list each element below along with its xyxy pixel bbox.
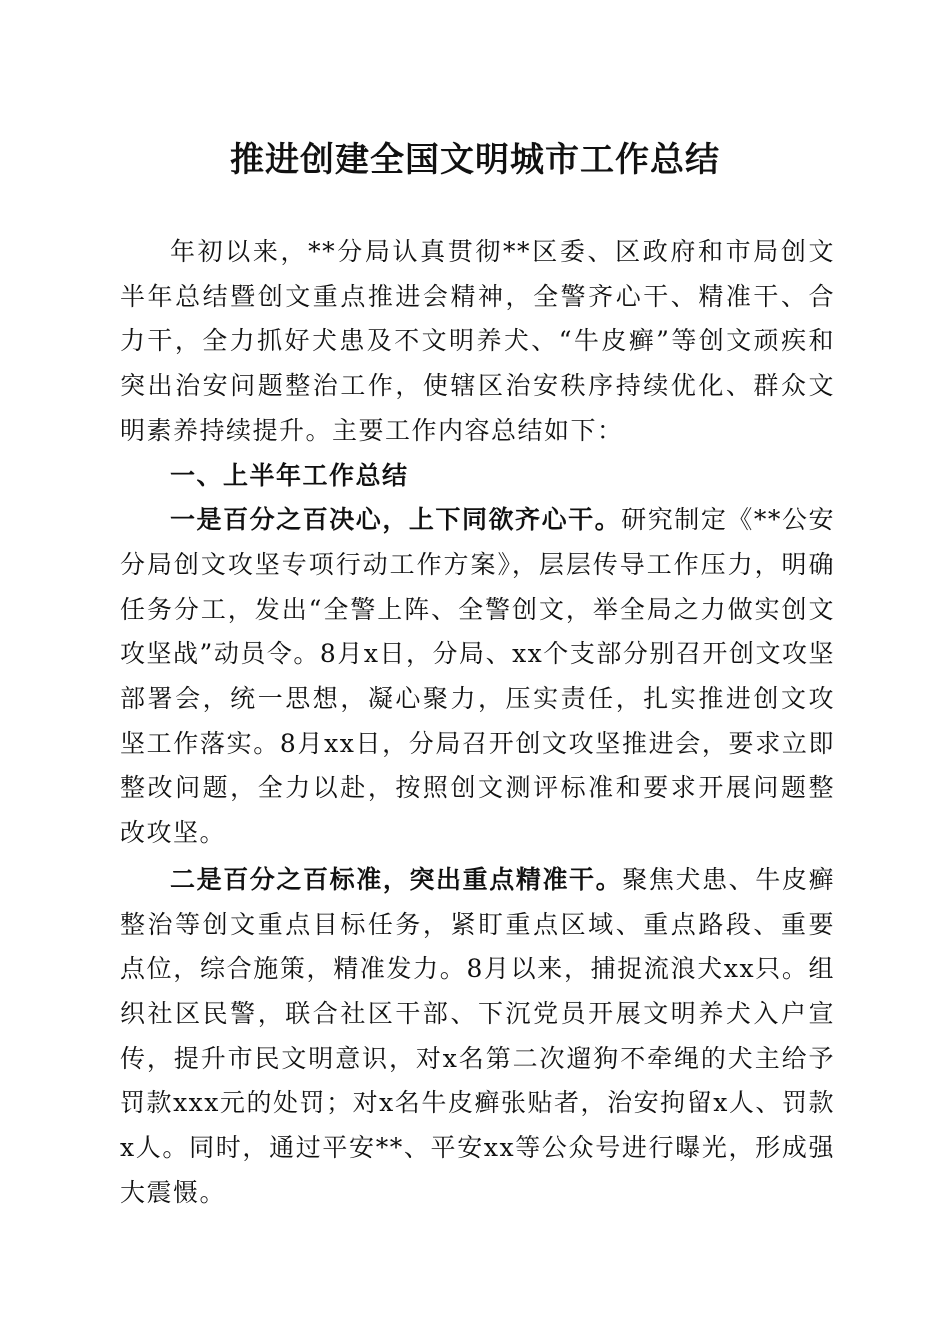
document-body bbox=[120, 230, 835, 1215]
section-heading: 一、上半年工作总结 bbox=[170, 460, 409, 490]
document-title: 推进创建全国文明城市工作总结 bbox=[230, 140, 720, 180]
item-paragraph-2 bbox=[120, 858, 835, 1216]
item-lead-1: 一是百分之百决心，上下同欲齐心干。 bbox=[170, 505, 622, 535]
item-text-1: 研究制定《**公安分局创文攻坚专项行动工作方案》，层层传导工作压力，明确任务分工，发出“全警上阵、全警创文，举全局之力做实创文攻坚战”动员令。8月x日，分局、xx个支部分别召开创文攻坚部署会，统一思想，凝心聚力，压实责任，扎实推进创文攻坚工作落实。8月xx日，分局召开创文攻坚推进会，要求立即整改问题，全力以赴，按照创文测评标准和要求开展问题整改攻坚。 bbox=[120, 505, 835, 848]
item-paragraph-1 bbox=[120, 498, 835, 856]
item-text-2: 聚焦犬患、牛皮癣整治等创文重点目标任务，紧盯重点区域、重点路段、重要点位，综合施策，精准发力。8月以来，捕捉流浪犬xx只。组织社区民警，联合社区干部、下沉党员开展文明养犬入户宣传，提升市民文明意识，对x名第二次遛狗不牵绳的犬主给予罚款xxx元的处罚；对x名牛皮癣张贴者，治安拘留x人、罚款x人。同时，通过平安**、平安xx等公众号进行曝光，形成强大震慑。 bbox=[120, 864, 835, 1207]
intro-paragraph: 年初以来，**分局认真贯彻**区委、区政府和市局创文半年总结暨创文重点推进会精神，全警齐心干、精准干、合力干，全力抓好犬患及不文明养犬、“牛皮癣”等创文顽疾和突出治安问题整治工作，使辖区治安秩序持续优化、群众文明素养持续提升。主要工作内容总结如下： bbox=[120, 237, 835, 445]
item-lead-2: 二是百分之百标准，突出重点精准干。 bbox=[170, 864, 623, 894]
